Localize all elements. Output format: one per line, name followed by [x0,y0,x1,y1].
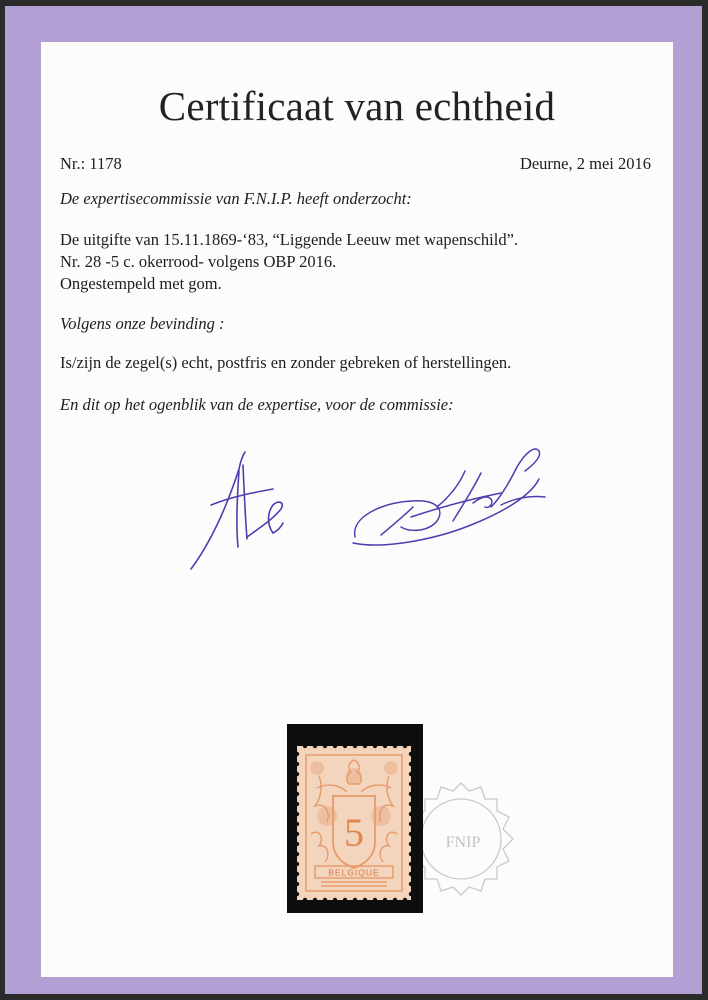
certificate-number: Nr.: 1178 [60,154,122,173]
signature-left [181,447,291,577]
stamp-value: 5 [344,810,364,855]
issue-line: De uitgifte van 15.11.1869-‘83, “Liggende Leeuw met wapenschild”. [60,230,519,249]
certificate-sheet [41,42,673,977]
certificate-frame [5,6,702,994]
stamp-mount [287,724,423,913]
finding-text: Is/zijn de zegel(s) echt, postfris en zonder gebreken of herstellingen. [60,353,512,372]
condition-line: Ongestempeld met gom. [60,274,222,293]
certificate-title: Certificaat van echtheid [158,83,556,129]
intro-text: De expertisecommissie van F.N.I.P. heeft onderzocht: [60,189,412,208]
postage-stamp [297,746,411,900]
finding-heading: Volgens onze bevinding : [60,314,225,333]
place-date: Deurne, 2 mei 2016 [519,154,651,173]
stamp-line: Nr. 28 -5 c. okerrood- volgens OBP 2016. [60,252,337,271]
signature-right [341,437,556,557]
seal-text: FNIP [445,834,481,851]
stamp-country: BELGIQUE [328,867,380,878]
closing-text: En dit op het ogenblik van de expertise, voor de commissie: [60,395,454,414]
